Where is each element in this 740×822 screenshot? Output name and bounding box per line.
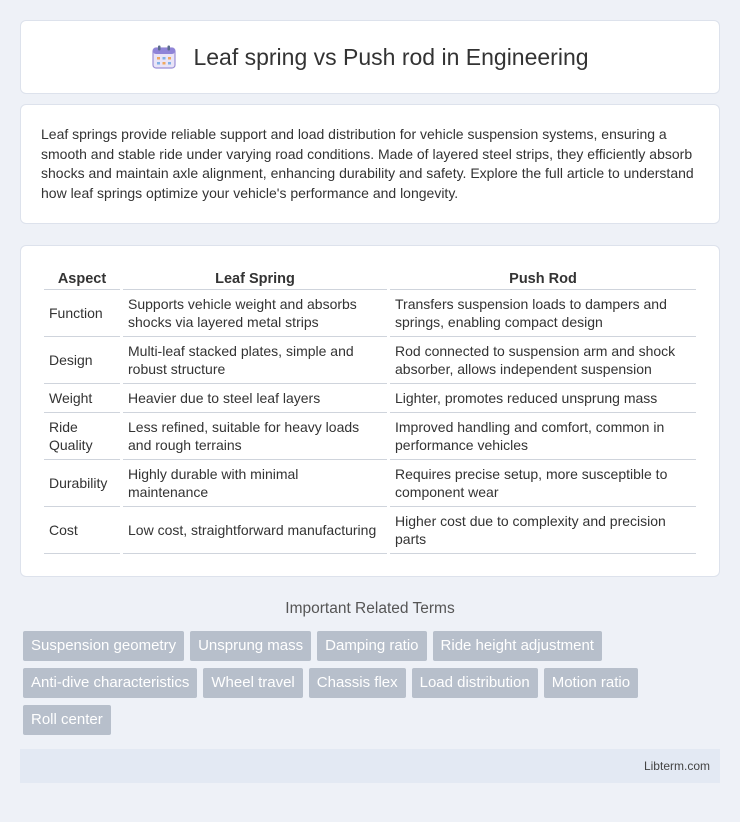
comparison-table xyxy=(41,266,699,554)
table-row xyxy=(44,460,696,507)
tag-chassis-flex[interactable]: Chassis flex xyxy=(309,668,406,698)
leaf-spring-cell: Low cost, straightforward manufacturing xyxy=(123,507,387,554)
tag-motion-ratio[interactable]: Motion ratio xyxy=(544,668,638,698)
aspect-cell: Durability xyxy=(44,460,120,507)
tag-roll-center[interactable]: Roll center xyxy=(23,705,111,735)
table-row xyxy=(44,507,696,554)
tag-unsprung-mass[interactable]: Unsprung mass xyxy=(190,631,311,661)
aspect-cell: Cost xyxy=(44,507,120,554)
related-terms-title: Important Related Terms xyxy=(285,600,455,617)
aspect-cell: Ride Quality xyxy=(44,413,120,460)
push-rod-cell: Rod connected to suspension arm and shock absorber, allows independent suspension xyxy=(390,337,696,384)
footer xyxy=(20,749,720,783)
aspect-cell: Weight xyxy=(44,384,120,413)
push-rod-cell: Lighter, promotes reduced unsprung mass xyxy=(390,384,696,413)
tag-load-distribution[interactable]: Load distribution xyxy=(412,668,538,698)
aspect-cell: Design xyxy=(44,337,120,384)
leaf-spring-cell: Less refined, suitable for heavy loads and rough terrains xyxy=(123,413,387,460)
table-row xyxy=(44,337,696,384)
push-rod-cell: Improved handling and comfort, common in performance vehicles xyxy=(390,413,696,460)
calendar-icon xyxy=(151,44,177,70)
push-rod-cell: Transfers suspension loads to dampers and springs, enabling compact design xyxy=(390,290,696,337)
leaf-spring-cell: Heavier due to steel leaf layers xyxy=(123,384,387,413)
leaf-spring-cell: Multi-leaf stacked plates, simple and robust structure xyxy=(123,337,387,384)
aspect-cell: Function xyxy=(44,290,120,337)
tag-wheel-travel[interactable]: Wheel travel xyxy=(203,668,302,698)
push-rod-cell: Higher cost due to complexity and precision parts xyxy=(390,507,696,554)
tag-damping-ratio[interactable]: Damping ratio xyxy=(317,631,426,661)
leaf-spring-cell: Highly durable with minimal maintenance xyxy=(123,460,387,507)
page-title: Leaf spring vs Push rod in Engineering xyxy=(193,43,589,70)
footer-brand-link[interactable]: Libterm.com xyxy=(643,759,710,773)
leaf-spring-cell: Supports vehicle weight and absorbs shocks via layered metal strips xyxy=(123,290,387,337)
tag-ride-height-adjustment[interactable]: Ride height adjustment xyxy=(433,631,602,661)
title-card xyxy=(20,20,720,94)
header-aspect: Aspect xyxy=(44,266,120,290)
table-row xyxy=(44,384,696,413)
tag-suspension-geometry[interactable]: Suspension geometry xyxy=(23,631,184,661)
intro-card xyxy=(20,104,720,224)
comparison-table-card xyxy=(20,245,720,577)
table-header-row xyxy=(44,266,696,290)
table-row xyxy=(44,290,696,337)
header-leaf-spring: Leaf Spring xyxy=(123,266,387,290)
related-terms-tags xyxy=(20,631,720,735)
tag-anti-dive-characteristics[interactable]: Anti-dive characteristics xyxy=(23,668,197,698)
header-push-rod: Push Rod xyxy=(390,266,696,290)
intro-text: Leaf springs provide reliable support and load distribution for vehicle suspension systems, ensuring a smooth and stable ride under varying road conditions. Made of layered steel strips, they efficiently absorb shocks and maintain axle alignment, enhancing durability and safety. Explore the full article to understand how leaf springs optimize your vehicle's performance and longevity. xyxy=(41,126,694,201)
push-rod-cell: Requires precise setup, more susceptible to component wear xyxy=(390,460,696,507)
table-row xyxy=(44,413,696,460)
